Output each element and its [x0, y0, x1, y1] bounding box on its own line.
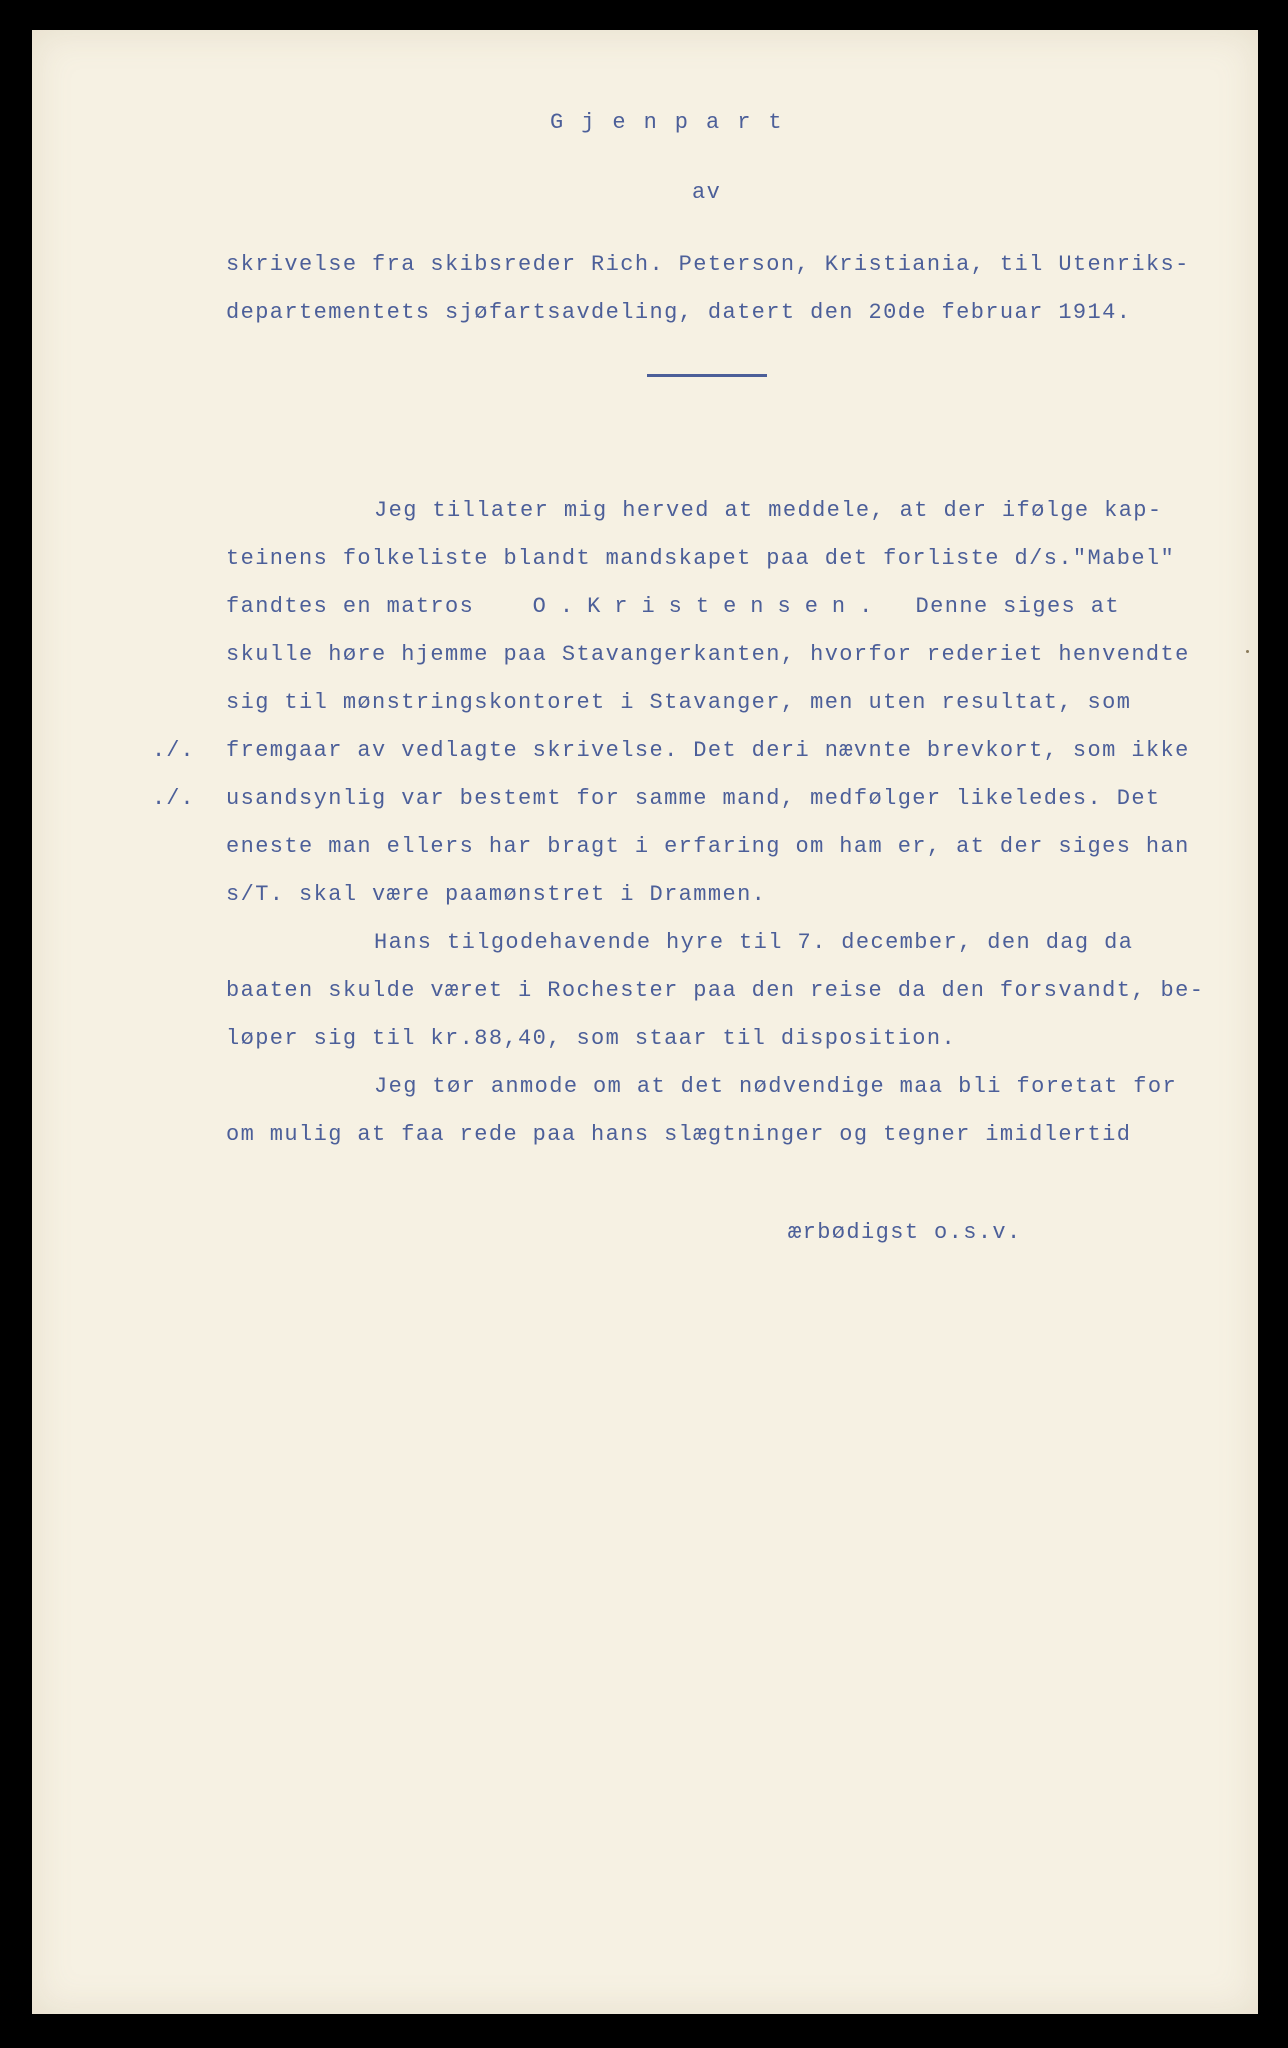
typewritten-letter	[32, 30, 1258, 2014]
body-line-12: løper sig til kr.88,40, som staar til disposition.	[226, 1026, 957, 1051]
body-line-6: fremgaar av vedlagte skrivelse. Det deri nævnte brevkort, som ikke	[226, 738, 1190, 763]
margin-mark-1: ./.	[152, 738, 195, 763]
body-line-14: om mulig at faa rede paa hans slægtninger og tegner imidlertid	[226, 1122, 1132, 1147]
body-line-7: usandsynlig var bestemt for samme mand, medfølger likeledes. Det	[226, 786, 1161, 811]
sailor-name: O.Kristensen.	[532, 594, 887, 619]
closing-phrase: ærbødigst o.s.v.	[788, 1220, 1022, 1245]
margin-mark-2: ./.	[152, 786, 195, 811]
body-line-1: Jeg tillater mig herved at meddele, at der ifølge kap-	[374, 498, 1163, 523]
body-line-3-start: fandtes en matros	[226, 594, 475, 619]
body-line-11: baaten skulde været i Rochester paa den reise da den forsvandt, be-	[226, 978, 1205, 1003]
separator-rule	[647, 374, 767, 377]
paper-speck	[1246, 650, 1249, 653]
body-line-5: sig til mønstringskontoret i Stavanger, men uten resultat, som	[226, 690, 1132, 715]
body-line-4: skulle høre hjemme paa Stavangerkanten, hvorfor rederiet henvendte	[226, 642, 1190, 667]
document-title: Gjenpart	[550, 110, 800, 135]
document-page	[32, 30, 1258, 2014]
body-line-3-end: Denne siges at	[915, 594, 1120, 619]
body-line-2: teinens folkeliste blandt mandskapet paa det forliste d/s."Mabel"	[226, 546, 1176, 571]
header-line-1: skrivelse fra skibsreder Rich. Peterson, Kristiania, til Utenriks-	[226, 252, 1190, 277]
document-subtitle: av	[692, 180, 722, 205]
body-line-9: s/T. skal være paamønstret i Drammen.	[226, 882, 767, 907]
body-line-13: Jeg tør anmode om at det nødvendige maa bli foretat for	[374, 1074, 1178, 1099]
body-line-10: Hans tilgodehavende hyre til 7. december, den dag da	[374, 930, 1134, 955]
body-line-8: eneste man ellers har bragt i erfaring om ham er, at der siges han	[226, 834, 1190, 859]
body-line-3	[226, 594, 1120, 619]
header-line-2: departementets sjøfartsavdeling, datert den 20de februar 1914.	[226, 300, 1132, 325]
